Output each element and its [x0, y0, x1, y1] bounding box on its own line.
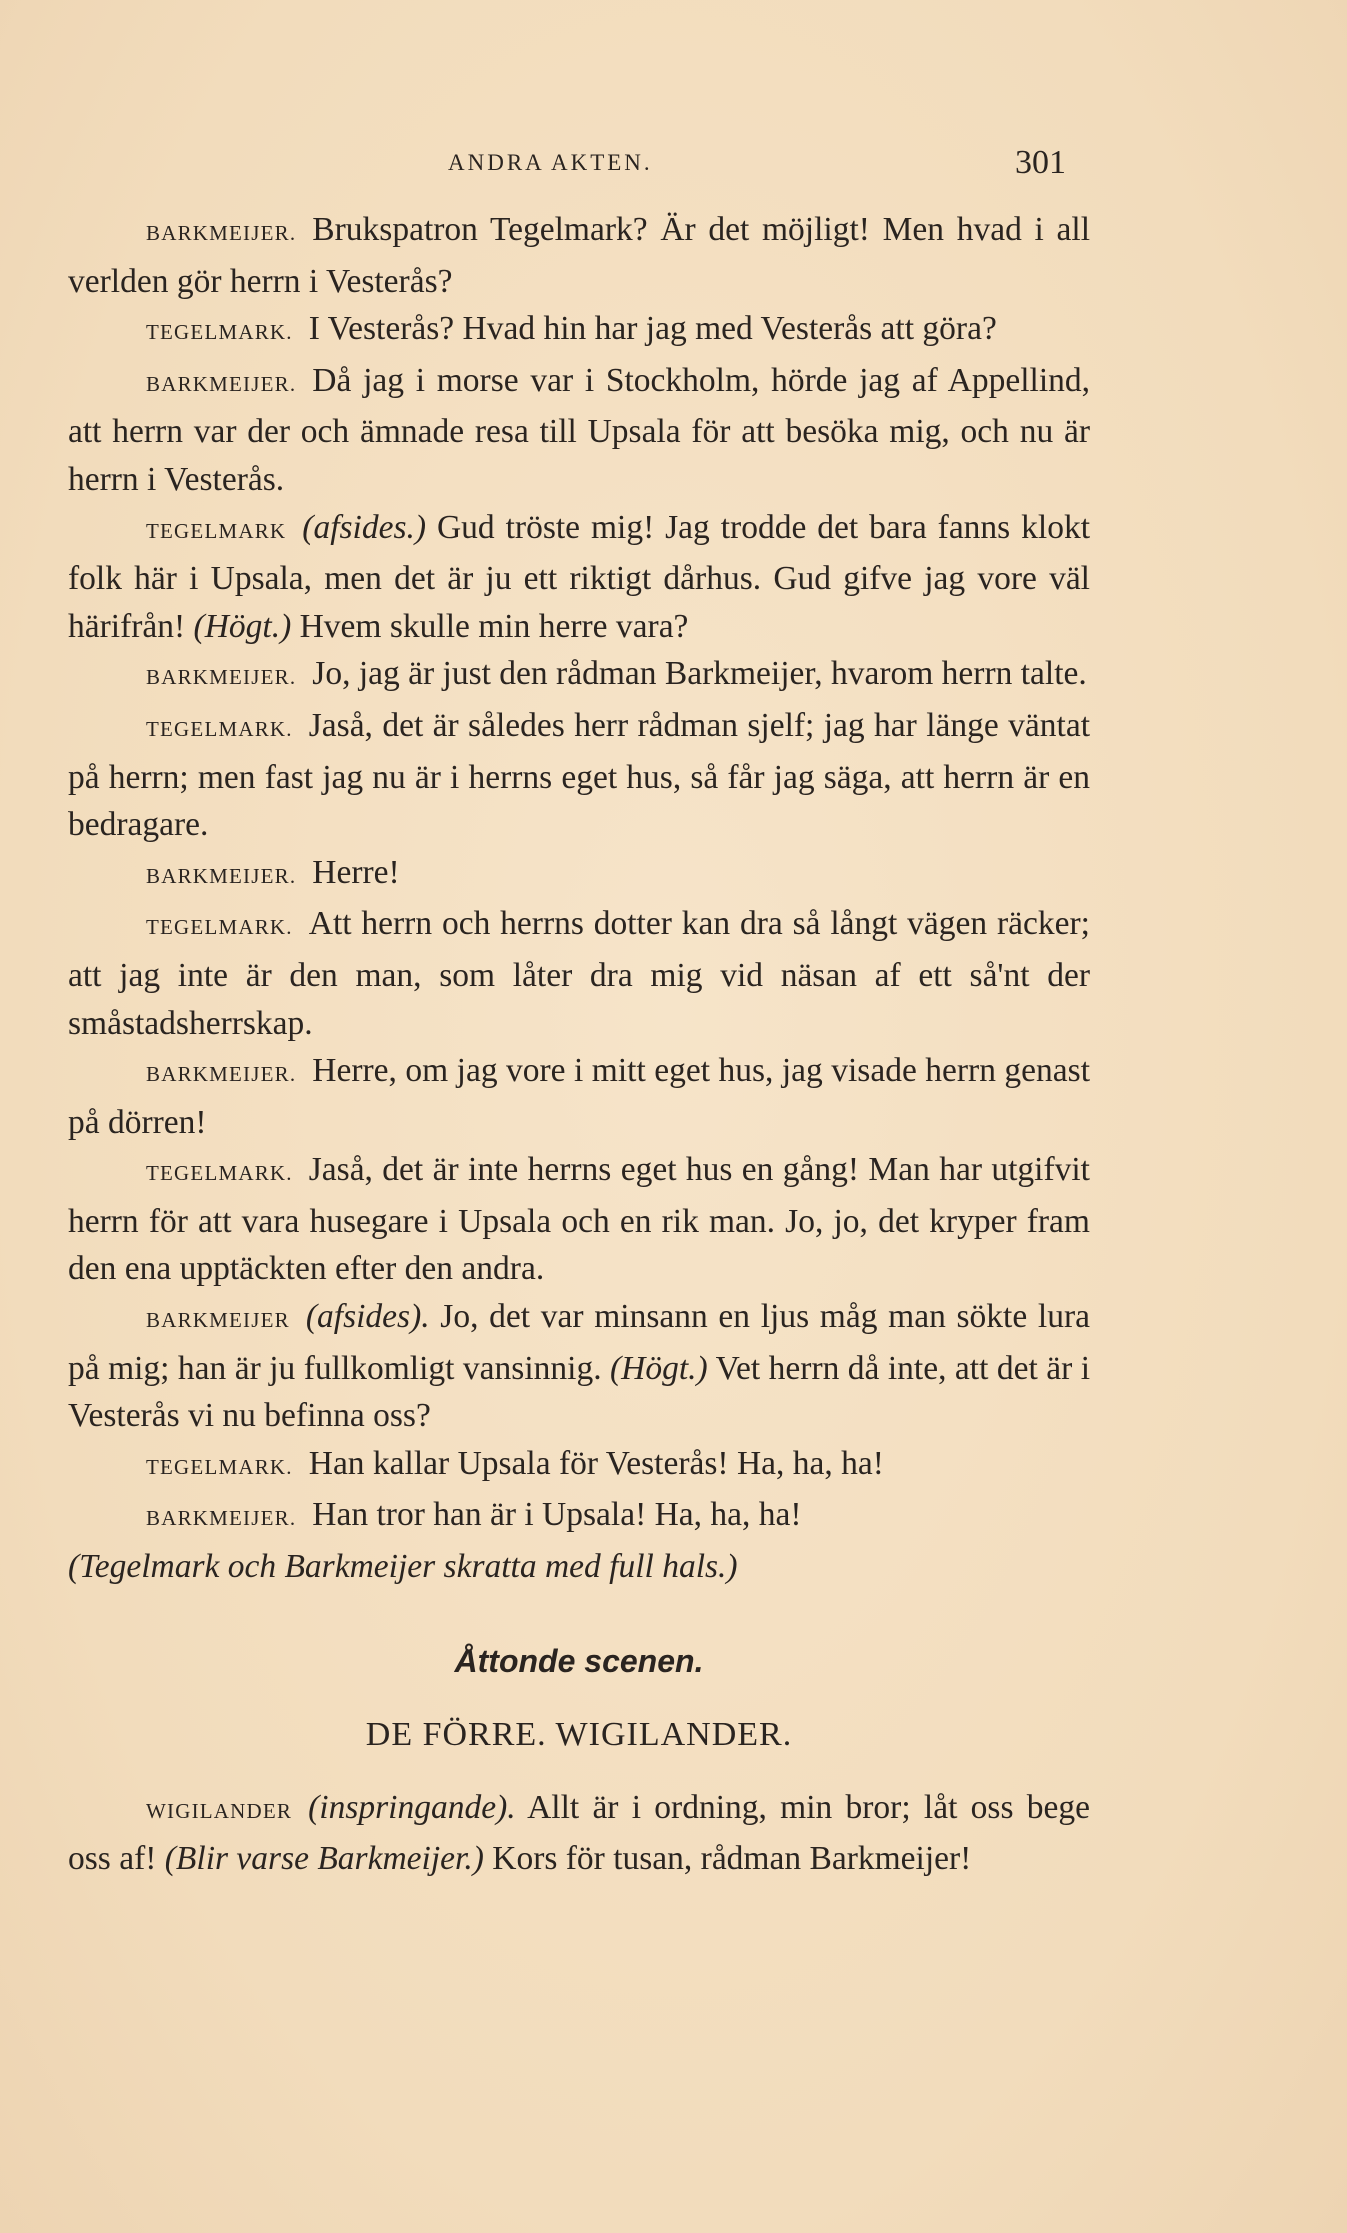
speaker-name: BARKMEIJER.: [146, 221, 297, 245]
speech-block: [68, 1047, 1090, 1146]
speech-text: Jo, jag är just den rådman Barkmeijer, hvarom herrn talte.: [312, 655, 1087, 693]
stage-direction-inline: (Högt.): [193, 607, 292, 645]
speaker-name: BARKMEIJER.: [146, 371, 297, 396]
speech-text: Jaså, det är inte herrns eget hus en gång! Man har utgifvit herrn för att vara husegare i Upsala och en rik man. Jo, jo, det kryper fram den ena upptäckten efter den andra.: [68, 1151, 1090, 1288]
scene-heading: Åttonde scenen.: [454, 1642, 704, 1679]
speech-text: Jo, det var minsann en ljus måg man sökte lura på mig; han är ju fullkomligt vansinnig.: [68, 1298, 1090, 1387]
speech-text: Kors för tusan, rådman Barkmeijer!: [492, 1840, 972, 1878]
page-number: 301: [1015, 144, 1066, 181]
speaker-name: BARKMEIJER: [146, 1308, 290, 1333]
stage-direction-inline: (Högt.): [610, 1349, 708, 1387]
speech-text: Vet herrn då inte, att det är i Vesterås vi nu befinna oss?: [68, 1349, 1090, 1435]
scene-characters: DE FÖRRE. WIGILANDER.: [365, 1715, 793, 1753]
speech-text: Då jag i morse var i Stockholm, hörde jag af Appellind, att herrn var der och ämnade resa till Upsala för att besöka mig, och nu är herrn i Vesterås.: [68, 361, 1090, 498]
stage-direction-text: (Tegelmark och Barkmeijer skratta med full hals.): [68, 1548, 738, 1586]
page-header: [0, 144, 1347, 190]
speaker-name: BARKMEIJER.: [146, 1062, 297, 1087]
speech-text: Att herrn och herrns dotter kan dra så långt vägen räcker; att jag inte är den man, som låter dra mig vid näsan af ett så'nt der småstadsherrskap.: [68, 905, 1090, 1042]
running-head: ANDRA AKTEN.: [448, 150, 653, 175]
speech-block: [68, 1293, 1090, 1440]
stage-direction-inline: (Blir varse Barkmeijer.): [164, 1840, 484, 1878]
speech-block: [68, 849, 1090, 901]
speech-text: Hvem skulle min herre vara?: [299, 607, 689, 645]
speech-text: Han tror han är i Upsala! Ha, ha, ha!: [312, 1496, 802, 1534]
speech-block: [68, 1784, 1090, 1883]
speech-text: Gud tröste mig! Jag trodde det bara fanns klokt folk här i Upsala, men det är ju ett riktigt dårhus. Gud gifve jag vore väl härifrån!: [68, 508, 1091, 645]
speech-block: [68, 1440, 1090, 1492]
speaker-name: TEGELMARK.: [146, 716, 293, 741]
speech-text: I Vesterås? Hvad hin har jag med Vesterås att göra?: [308, 310, 997, 348]
page-body: [68, 206, 1090, 1883]
speech-block: [68, 650, 1090, 702]
speaker-name: TEGELMARK: [146, 518, 287, 543]
speech-text: Allt är i ordning, min bror; låt oss bege oss af!: [68, 1788, 1090, 1878]
speech-text: Herre, om jag vore i mitt eget hus, jag visade herrn genast på dörren!: [68, 1052, 1090, 1141]
speech-block: [68, 305, 1090, 357]
speaker-name: TEGELMARK.: [146, 915, 293, 940]
speech-block: [68, 1491, 1090, 1543]
speech-block: [68, 357, 1090, 504]
speaker-name: BARKMEIJER.: [146, 665, 297, 690]
dialogue: [68, 206, 1090, 1543]
speech-block: [68, 206, 1090, 305]
stage-direction-inline: (afsides).: [305, 1298, 430, 1336]
speaker-name: TEGELMARK.: [146, 320, 293, 345]
stage-direction-inline: (inspringande).: [308, 1788, 516, 1826]
speech-text: Han kallar Upsala för Vesterås! Ha, ha, ha!: [308, 1444, 884, 1482]
speaker-name: TEGELMARK.: [146, 1454, 293, 1479]
speech-block: [68, 1146, 1090, 1293]
speaker-name: TEGELMARK.: [146, 1161, 293, 1186]
speech-block: [68, 504, 1090, 651]
speech-text: Jaså, det är således herr rådman sjelf; jag har länge väntat på herrn; men fast jag nu är i herrns eget hus, så får jag säga, att herrn är en bedragare.: [68, 706, 1090, 844]
speaker-name: BARKMEIJER.: [146, 863, 297, 888]
speech-text: Brukspatron Tegelmark? Är det möjligt! Men hvad i all verlden gör herrn i Vesterås?: [68, 211, 1090, 300]
speech-text: Herre!: [312, 853, 400, 891]
speech-block: [68, 900, 1090, 1047]
speaker-name: WIGILANDER: [146, 1798, 293, 1823]
speaker-name: BARKMEIJER.: [146, 1506, 297, 1531]
stage-direction: [68, 1543, 1090, 1591]
stage-direction-inline: (afsides.): [302, 508, 427, 546]
speech-block: [68, 702, 1090, 849]
